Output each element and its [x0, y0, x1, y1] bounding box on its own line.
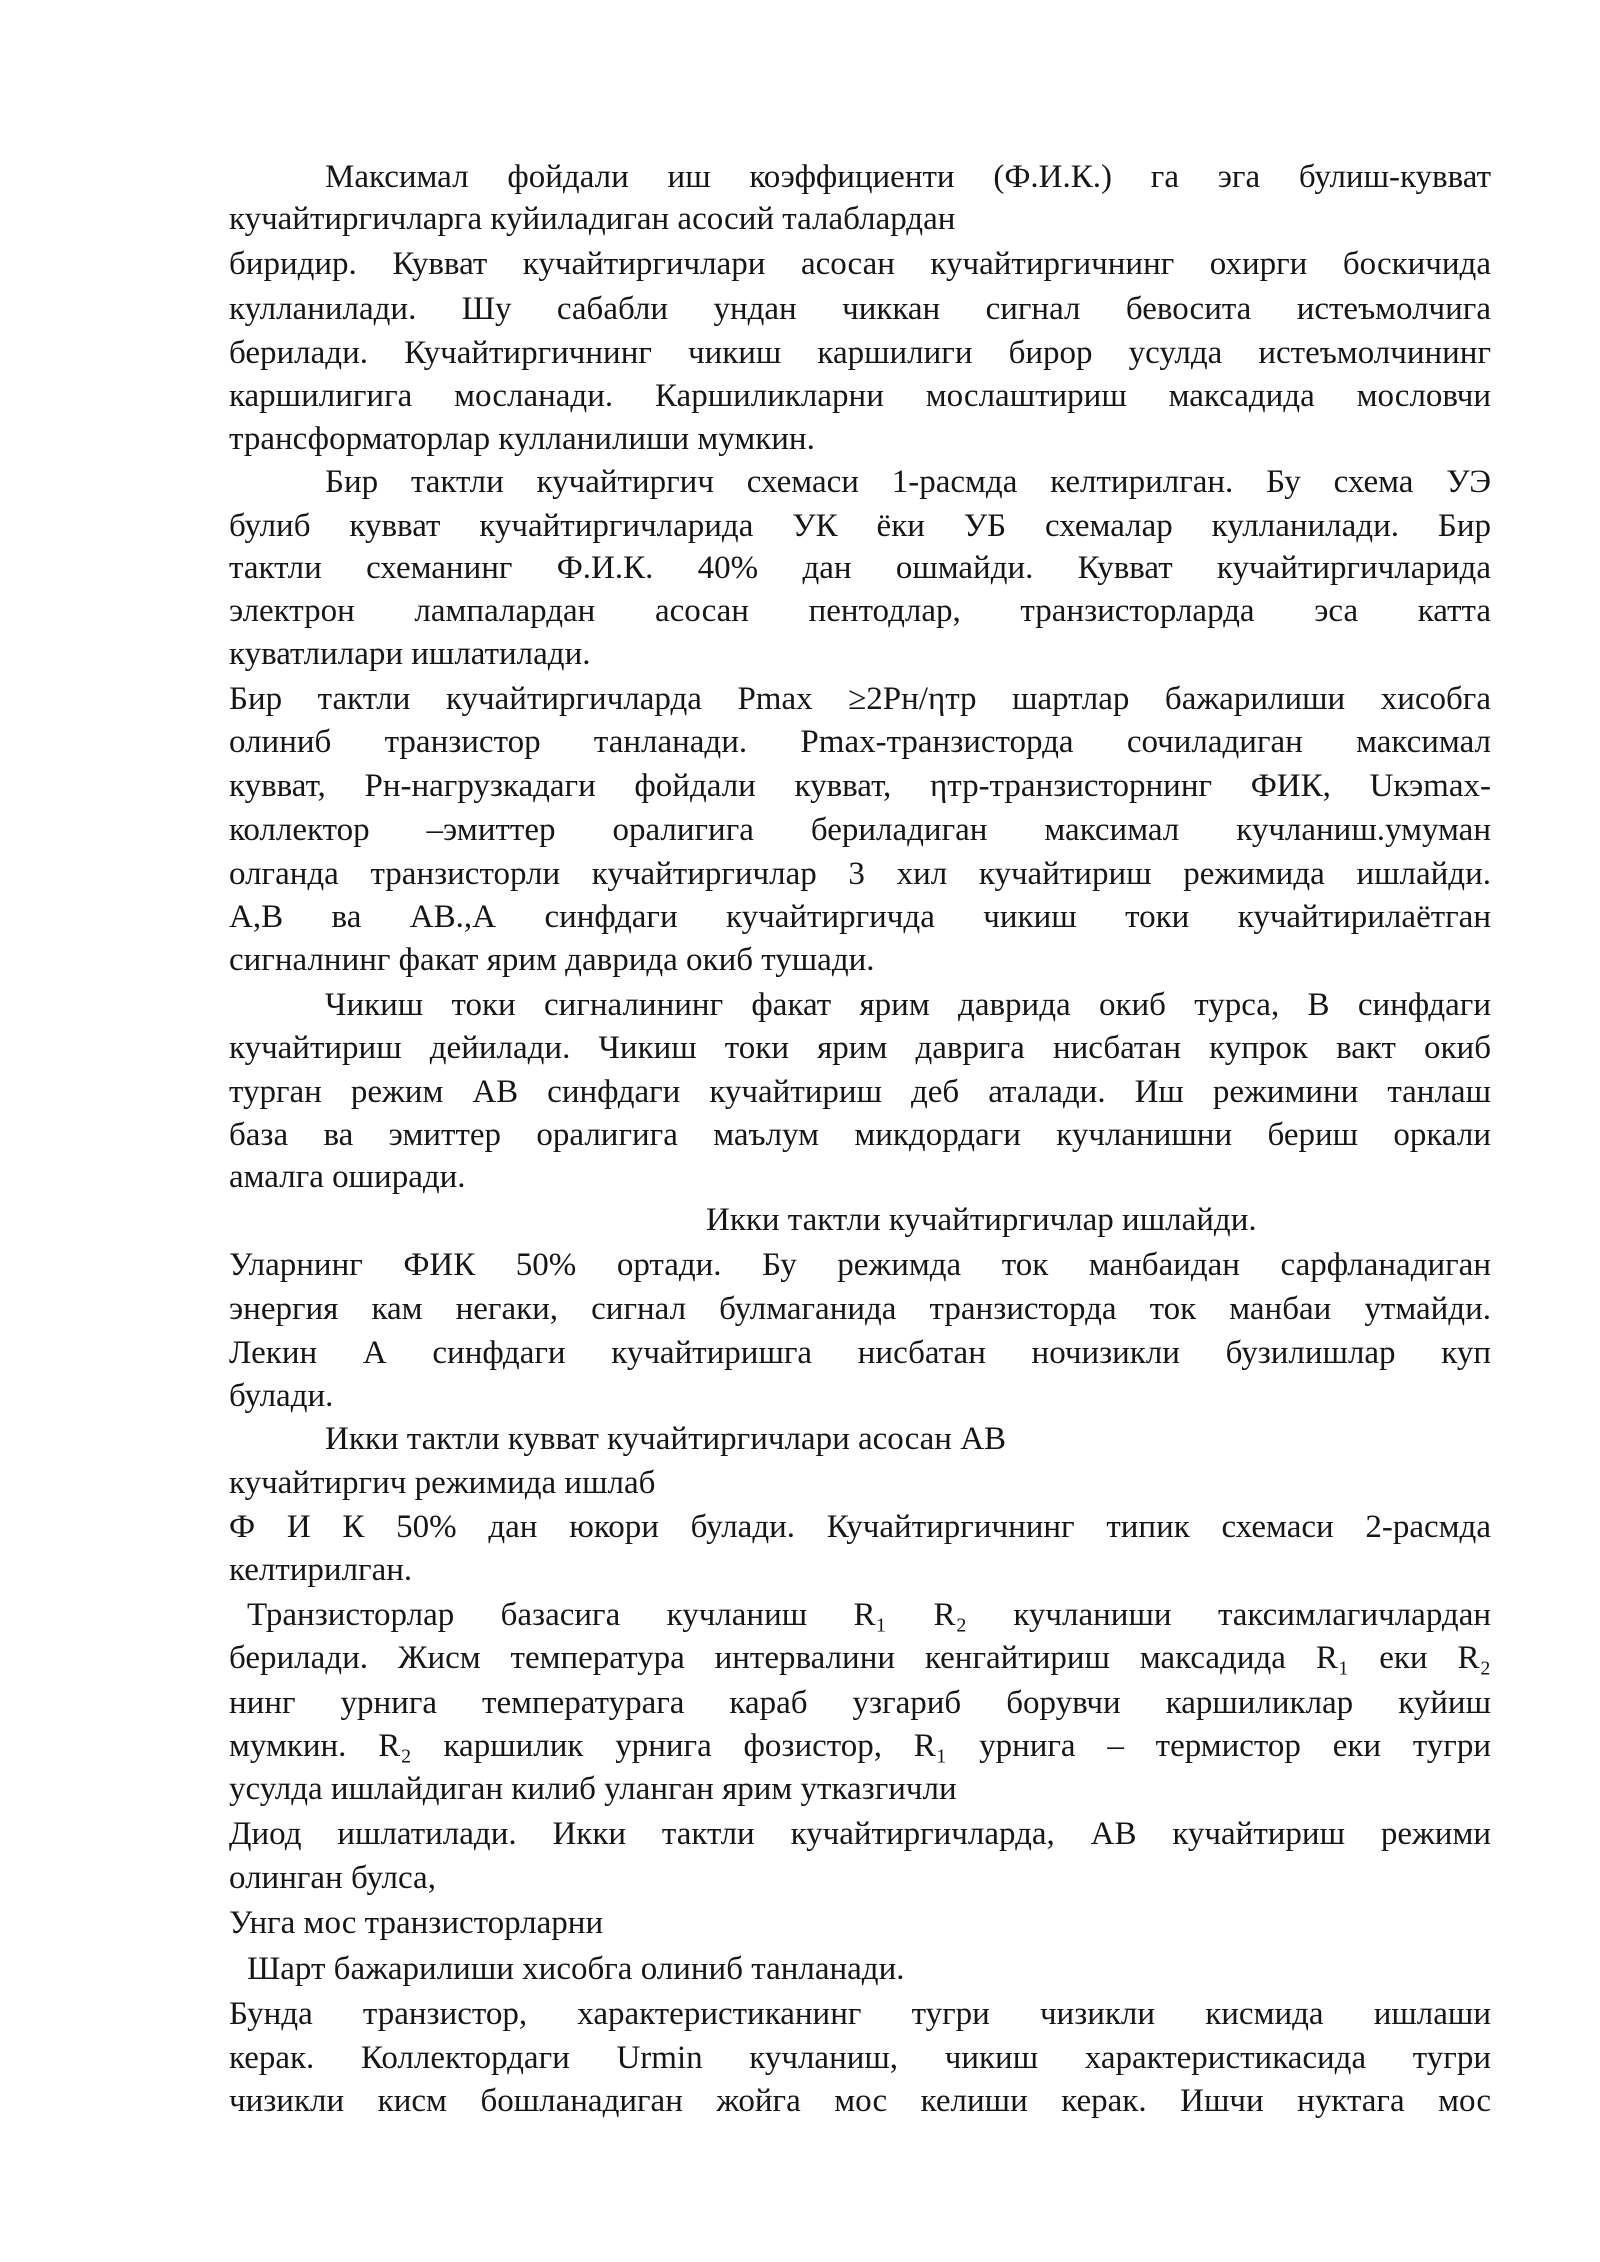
text-line: Чикиш токи сигналининг факат ярим даврида окиб турса, В синфдаги	[325, 987, 1491, 1023]
text-line: Бир тактли кучайтиргичларда Pmax ≥2Pн/ηтр шартлар бажарилиши хисобга	[229, 681, 1491, 717]
text-line: Унга мос транзисторларни	[229, 1905, 604, 1941]
text-line: олганда транзисторли кучайтиргичлар 3 хил кучайтириш режимида ишлайди.	[229, 856, 1491, 892]
text-line: Лекин А синфдаги кучайтиришга нисбатан ночизикли бузилишлар куп	[229, 1335, 1491, 1371]
text-line: Диод ишлатилади. Икки тактли кучайтиргичларда, АВ кучайтириш режими	[229, 1816, 1491, 1852]
text-line: амалга оширади.	[229, 1159, 466, 1195]
text-line: берилади. Жисм температура интервалини кенгайтириш максадида R₁ еки R₂	[229, 1640, 1491, 1676]
text-line: Ф И К 50% дан юкори булади. Кучайтиргичнинг типик схемаси 2-расмда	[229, 1509, 1491, 1545]
text-line: усулда ишлайдиган килиб уланган ярим утказгичли	[229, 1771, 957, 1807]
text-line: трансформаторлар кулланилиши мумкин.	[229, 421, 815, 457]
text-line: коллектор –эмиттер оралигига бериладиган максимал кучланиш.умуман	[229, 812, 1491, 848]
text-line: берилади. Кучайтиргичнинг чикиш каршилиги бирор усулда истеъмолчининг	[229, 335, 1491, 371]
text-line: Бир тактли кучайтиргич схемаси 1-расмда келтирилган. Бу схема УЭ	[325, 464, 1491, 500]
text-line: Икки тактли кучайтиргичлар ишлайди.	[706, 1202, 1257, 1238]
text-line: кувват, Pн-нагрузкадаги фойдали кувват, ηтр-транзисторнинг ФИК, Uкэmax-	[229, 768, 1491, 804]
text-line: кучайтиргичларга куйиладиган асосий талаблардан	[229, 201, 956, 237]
text-line: чизикли кисм бошланадиган жойга мос келиши керак. Ишчи нуктага мос	[229, 2083, 1491, 2119]
text-line: кучайтиргич режимида ишлаб	[229, 1465, 656, 1501]
text-line: биридир. Кувват кучайтиргичлари асосан кучайтиргичнинг охирги боскичида	[229, 246, 1491, 282]
text-line: керак. Коллектордаги Urmin кучланиш, чикиш характеристикасида тугри	[229, 2040, 1491, 2076]
text-line: А,В ва АВ.,А синфдаги кучайтиргичда чикиш токи кучайтирилаётган	[229, 899, 1491, 935]
text-line: Икки тактли кувват кучайтиргичлари асосан АВ	[325, 1421, 1007, 1457]
text-line: олинган булса,	[229, 1860, 436, 1896]
text-line: куватлилари ишлатилади.	[229, 636, 591, 672]
text-line: тактли схеманинг Ф.И.К. 40% дан ошмайди. Кувват кучайтиргичларида	[229, 550, 1491, 586]
text-line: Транзисторлар базасига кучланиш R₁ R₂ кучланиши таксимлагичлардан	[247, 1597, 1491, 1633]
text-line: олиниб транзистор танланади. Pmax-транзисторда сочиладиган максимал	[229, 724, 1491, 760]
text-line: булиб кувват кучайтиргичларида УК ёки УБ схемалар кулланилади. Бир	[229, 508, 1491, 544]
text-line: келтирилган.	[229, 1552, 413, 1588]
text-line: Уларнинг ФИК 50% ортади. Бу режимда ток манбаидан сарфланадиган	[229, 1247, 1491, 1283]
text-line: мумкин. R₂ каршилик урнига фозистор, R₁ урнига – термистор еки тугри	[229, 1728, 1491, 1764]
text-line: Шарт бажарилиши хисобга олиниб танланади.	[247, 1951, 905, 1987]
text-line: кучайтириш дейилади. Чикиш токи ярим даврига нисбатан купрок вакт окиб	[229, 1030, 1491, 1066]
text-line: кулланилади. Шу сабабли ундан чиккан сигнал бевосита истеъмолчига	[229, 291, 1491, 327]
text-line: энергия кам негаки, сигнал булмаганида транзисторда ток манбаи утмайди.	[229, 1291, 1491, 1327]
text-line: Максимал фойдали иш коэффициенти (Ф.И.К.) га эга булиш-кувват	[325, 159, 1491, 195]
text-line: Бунда транзистор, характеристиканинг тугри чизикли кисмида ишлаши	[229, 1996, 1491, 2032]
text-line: нинг урнига температурага караб узгариб борувчи каршиликлар куйиш	[229, 1685, 1491, 1721]
text-line: электрон лампалардан асосан пентодлар, транзисторларда эса катта	[229, 593, 1491, 629]
text-line: турган режим АВ синфдаги кучайтириш деб аталади. Иш режимини танлаш	[229, 1074, 1491, 1110]
text-line: сигналнинг факат ярим даврида окиб тушади.	[229, 942, 875, 978]
text-line: булади.	[229, 1378, 334, 1414]
text-line: каршилигига мосланади. Каршиликларни мослаштириш максадида мословчи	[229, 378, 1491, 414]
text-line: база ва эмиттер оралигига маълум микдордаги кучланишни бериш оркали	[229, 1117, 1491, 1153]
